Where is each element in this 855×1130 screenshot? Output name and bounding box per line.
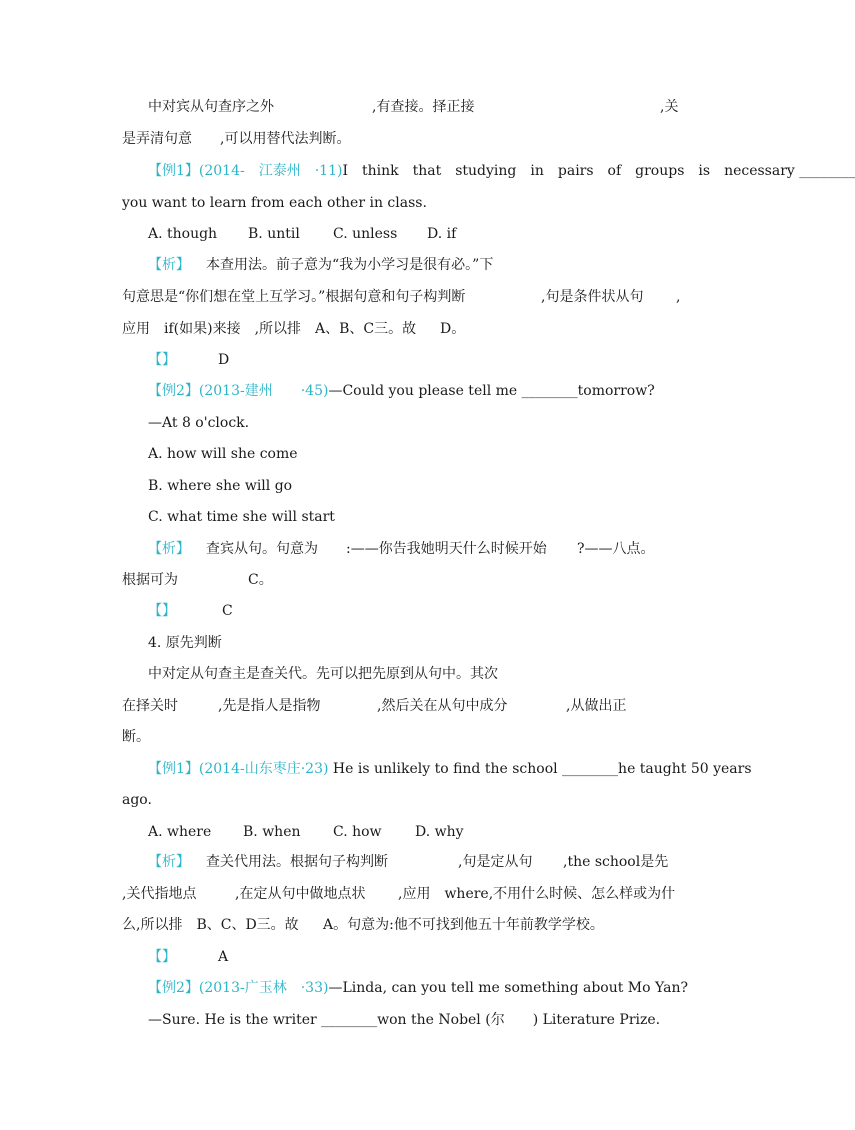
analysis-tag: 【析】 [148,257,190,273]
section-heading: 4. 原先判断 [148,635,222,651]
para-line: ,关代指地点 [122,886,197,902]
para-line: ,关 [660,99,679,115]
para-line: 查关代用法。根据句子构判断 [206,854,388,870]
para-line: ,先是指人是指物 [218,698,321,714]
para-line: 是弄清句意 ,可以用替代法判断。 [122,131,351,147]
para-line: 中对宾从句查序之外 [148,99,274,115]
example-2 [148,382,655,400]
para-line: you want to learn from each other in class. [122,195,427,211]
para-line: ,从做出正 [566,698,627,714]
para-line: —At 8 o'clock. [148,415,250,431]
para-line: C。 [248,572,273,588]
example-text: I think that studying in pairs of groups is necessary ________ [342,163,855,179]
option-a: A. where [148,824,212,840]
option-a: A. though [148,226,218,242]
answer-tag: 【】 [148,949,176,965]
para-line: D。 [440,321,466,337]
example-text: He is unlikely to find the school ________he taught 50 years [328,761,752,777]
example-tag: 【例2】(2013-广玉林 ·33) [148,980,329,996]
option-b: B. where she will go [148,478,293,494]
para-line: ,句是定从句 [458,854,533,870]
answer-value: C [222,603,233,619]
example-text: —Linda, can you tell me something about Mo Yan? [328,980,689,996]
para-line: 中对定从句查主是查关代。先可以把先原到从句中。其次 [148,666,498,682]
analysis-tag: 【析】 [148,854,190,870]
para-line: :——你告我她明天什么时候开始 [346,541,547,557]
option-c: C. what time she will start [148,509,335,525]
para-line: 查宾从句。句意为 [206,541,318,557]
para-line: A。句意为:他不可找到他五十年前教学学校。 [323,917,604,933]
example-tag: 【例1】(2014- 江泰州 ·11) [148,163,343,179]
example-tag: 【例2】(2013-建州 ·45) [148,383,329,399]
option-b: B. when [243,824,301,840]
analysis-tag: 【析】 [148,541,190,557]
para-line: ago. [122,792,152,808]
answer-tag: 【】 [148,352,176,368]
para-line: ,有查接。择正接 [372,99,475,115]
answer-value: A [218,949,229,965]
para-line: 句意思是“你们想在堂上互学习。”根据句意和句子构判断 [122,289,466,305]
option-a: A. how will she come [148,446,298,462]
option-d: D. why [415,824,464,840]
para-line: 断。 [122,729,150,745]
example-4 [148,979,688,997]
para-line: ,the school是先 [563,854,669,870]
para-line: —Sure. He is the writer ________won the Nobel (尔 ) Literature Prize. [148,1012,661,1028]
para-line: 在择关时 [122,698,178,714]
answer-tag: 【】 [148,603,176,619]
para-line: ,在定从句中做地点状 [235,886,366,902]
para-line: ,句是条件状从句 [541,289,644,305]
option-d: D. if [427,226,457,242]
option-c: C. how [333,824,382,840]
para-line: , [676,289,681,305]
para-line: ,应用 where,不用什么时候、怎么样或为什 [398,886,676,902]
option-b: B. until [248,226,300,242]
option-c: C. unless [333,226,398,242]
para-line: ?——八点。 [577,541,655,557]
example-3 [148,760,752,778]
para-line: 根据可为 [122,572,178,588]
para-line: 本查用法。前子意为“我为小学习是很有必。”下 [206,257,494,273]
para-line: 么,所以排 B、C、D三。故 [122,917,299,933]
para-line: ,然后关在从句中成分 [377,698,508,714]
example-tag: 【例1】(2014-山东枣庄·23) [148,761,329,777]
example-1 [148,162,855,180]
example-text: —Could you please tell me ________tomorrow? [328,383,655,399]
para-line: 应用 if(如果)来接 ,所以排 A、B、C三。故 [122,321,417,337]
answer-value: D [218,352,230,368]
